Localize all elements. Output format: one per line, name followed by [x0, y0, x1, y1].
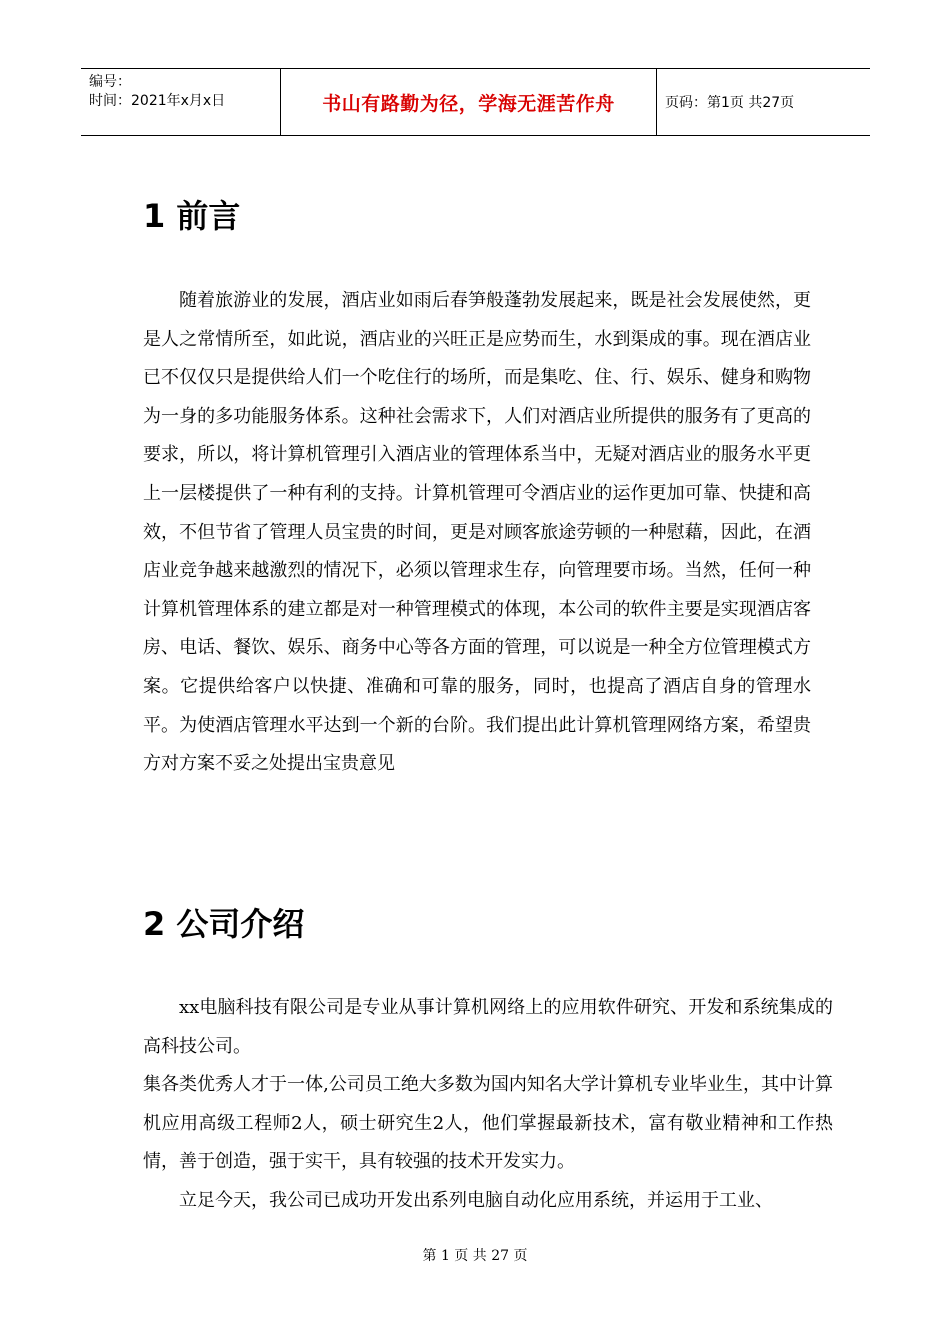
section-heading-company: 2 公司介绍 — [143, 905, 305, 943]
header-meta — [81, 69, 281, 135]
page-footer: 第 1 页 共 27 页 — [422, 1248, 528, 1264]
section-heading-preface: 1 前言 — [143, 197, 241, 235]
header-page-info: 页码：第1页 共27页 — [665, 95, 795, 111]
company-paragraph-2: 集各类优秀人才于一体,公司员工绝大多数为国内知名大学计算机专业毕业生，其中计算机应用高级工程师2人，硕士研究生2人，他们掌握最新技术，富有敬业精神和工作热情，善于创造，强于实干，具有较强的技术开发实力。 — [143, 1074, 833, 1173]
document-header — [81, 68, 870, 136]
doc-date-label: 时间：2021年x月x日 — [89, 93, 226, 109]
company-paragraph-1: xx电脑科技有限公司是专业从事计算机网络上的应用软件研究、开发和系统集成的高科技公司。 — [143, 997, 833, 1057]
preface-paragraph: 随着旅游业的发展，酒店业如雨后春笋般蓬勃发展起来，既是社会发展使然，更是人之常情所至，如此说，酒店业的兴旺正是应势而生，水到渠成的事。现在酒店业已不仅仅只是提供给人们一个吃住行的场所，而是集吃、住、行、娱乐、健身和购物为一身的多功能服务体系。这种社会需求下，人们对酒店业所提供的服务有了更高的要求，所以，将计算机管理引入酒店业的管理体系当中，无疑对酒店业的服务水平更上一层楼提供了一种有利的支持。计算机管理可令酒店业的运作更加可靠、快捷和高效，不但节省了管理人员宝贵的时间，更是对顾客旅途劳顿的一种慰藉，因此，在酒店业竞争越来越激烈的情况下，必须以管理求生存，向管理要市场。当然，任何一种计算机管理体系的建立都是对一种管理模式的体现，本公司的软件主要是实现酒店客房、电话、餐饮、娱乐、商务中心等各方面的管理，可以说是一种全方位管理模式方案。它提供给客户以快捷、准确和可靠的服务，同时，也提高了酒店自身的管理水平。为使酒店管理水平达到一个新的台阶。我们提出此计算机管理网络方案，希望贵方对方案不妥之处提出宝贵意见 — [143, 290, 811, 775]
doc-number-label: 编号： — [89, 74, 131, 90]
company-paragraph-3: 立足今天，我公司已成功开发出系列电脑自动化应用系统，并运用于工业、 — [179, 1190, 773, 1211]
header-motto: 书山有路勤为径，学海无涯苦作舟 — [281, 69, 657, 135]
